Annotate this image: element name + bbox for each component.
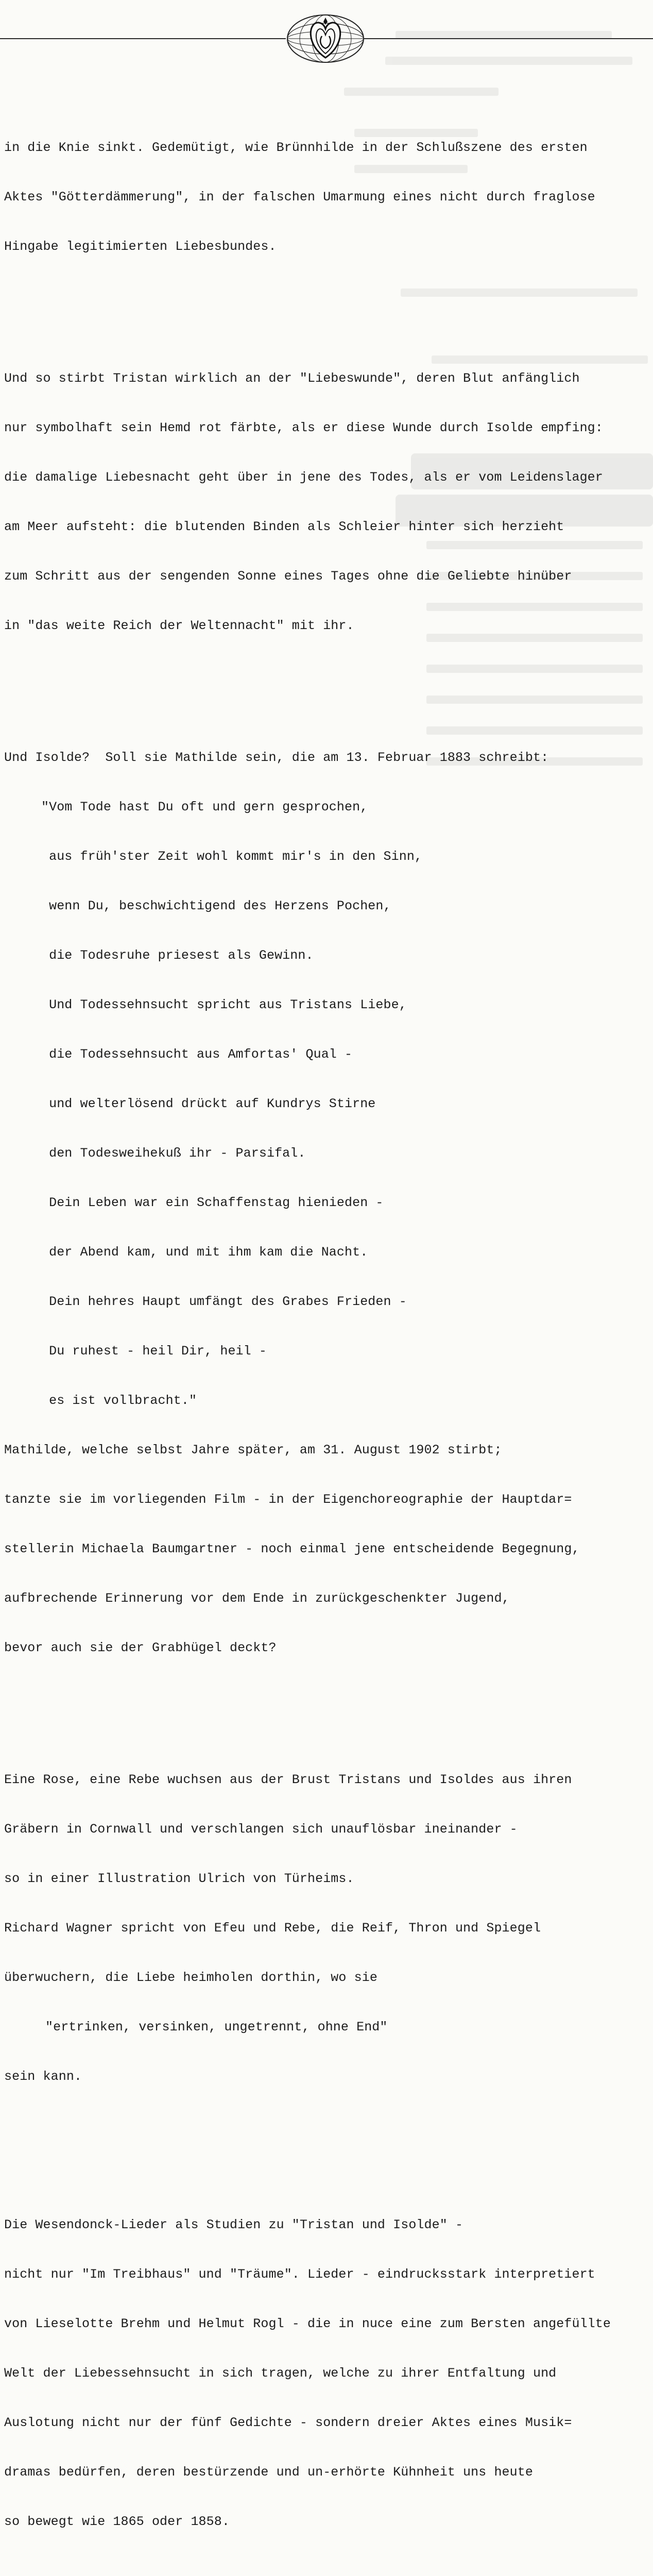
text-line: Hingabe legitimierten Liebesbundes.: [4, 239, 277, 254]
text-line: in "das weite Reich der Weltennacht" mit ihr.: [4, 618, 354, 633]
text-line: so bewegt wie 1865 oder 1858.: [4, 2514, 230, 2529]
text-line: Aktes "Götterdämmerung", in der falschen Umarmung eines nicht durch fraglose: [4, 190, 595, 205]
text-line: in die Knie sinkt. Gedemütigt, wie Brünnhilde in der Schlußszene des ersten: [4, 140, 588, 155]
heart-globe-emblem-icon: [285, 10, 366, 67]
text-line: nur symbolhaft sein Hemd rot färbte, als er diese Wunde durch Isolde empfing:: [4, 420, 603, 435]
poem-line: Du ruhest - heil Dir, heil -: [41, 1344, 267, 1359]
text-line: die damalige Liebesnacht geht über in jene des Todes, als er vom Leidenslager: [4, 470, 603, 485]
text-line: so in einer Illustration Ulrich von Türheims.: [4, 1871, 354, 1886]
header-rule-left: [0, 38, 286, 39]
text-line: zum Schritt aus der sengenden Sonne eines Tages ohne die Geliebte hinüber: [4, 569, 572, 584]
text-line: dramas bedürfen, deren bestürzende und un-erhörte Kühnheit uns heute: [4, 2465, 533, 2480]
poem-line: wenn Du, beschwichtigend des Herzens Pochen,: [41, 899, 391, 913]
poem-line: den Todesweihekuß ihr - Parsifal.: [41, 1146, 306, 1161]
text-line: bevor auch sie der Grabhügel deckt?: [4, 1640, 277, 1655]
text-line: von Lieselotte Brehm und Helmut Rogl - die in nuce eine zum Bersten angefüllte: [4, 2316, 611, 2331]
poem-line: "Vom Tode hast Du oft und gern gesprochen,: [41, 800, 368, 815]
poem-line: Dein hehres Haupt umfängt des Grabes Frieden -: [41, 1294, 407, 1309]
poem-line: es ist vollbracht.": [41, 1393, 197, 1408]
text-line: Die Wesendonck-Lieder als Studien zu "Tristan und Isolde" -: [4, 2217, 463, 2232]
text-line: sein kann.: [4, 2069, 82, 2084]
poem-line: aus früh'ster Zeit wohl kommt mir's in den Sinn,: [41, 849, 423, 864]
text-line: überwuchern, die Liebe heimholen dorthin, wo sie: [4, 1970, 377, 1985]
text-line: tanzte sie im vorliegenden Film - in der Eigenchoreographie der Hauptdar=: [4, 1492, 572, 1507]
text-line: Eine Rose, eine Rebe wuchsen aus der Brust Tristans und Isoldes aus ihren: [4, 1772, 572, 1787]
poem-line: und welterlösend drückt auf Kundrys Stirne: [41, 1096, 376, 1111]
poem-line: der Abend kam, und mit ihm kam die Nacht.: [41, 1245, 368, 1260]
quote-line: "ertrinken, versinken, ungetrennt, ohne End": [45, 2020, 388, 2035]
poem-line: Und Todessehnsucht spricht aus Tristans Liebe,: [41, 997, 407, 1012]
poem-line: die Todessehnsucht aus Amfortas' Qual -: [41, 1047, 353, 1062]
text-line: Richard Wagner spricht von Efeu und Rebe, die Reif, Thron und Spiegel: [4, 1921, 541, 1936]
header-rule-right: [364, 38, 653, 39]
text-line: Welt der Liebessehnsucht in sich tragen, welche zu ihrer Entfaltung und: [4, 2366, 557, 2381]
text-line: Mathilde, welche selbst Jahre später, am 31. August 1902 stirbt;: [4, 1443, 502, 1458]
poem-line: die Todesruhe priesest als Gewinn.: [41, 948, 314, 963]
document-body: [4, 90, 648, 2576]
poem-line: Dein Leben war ein Schaffenstag hienieden -: [41, 1195, 384, 1210]
text-line: Auslotung nicht nur der fünf Gedichte - sondern dreier Aktes eines Musik=: [4, 2415, 572, 2430]
text-line: Und Isolde? Soll sie Mathilde sein, die am 13. Februar 1883 schreibt:: [4, 750, 549, 765]
text-line: am Meer aufsteht: die blutenden Binden als Schleier hinter sich herzieht: [4, 519, 564, 534]
text-line: Gräbern in Cornwall und verschlangen sich unauflösbar ineinander -: [4, 1822, 518, 1837]
text-line: nicht nur "Im Treibhaus" und "Träume". Lieder - eindrucksstark interpretiert: [4, 2267, 595, 2282]
text-line: aufbrechende Erinnerung vor dem Ende in zurückgeschenkter Jugend,: [4, 1591, 510, 1606]
text-line: stellerin Michaela Baumgartner - noch einmal jene entscheidende Begegnung,: [4, 1541, 580, 1556]
text-line: Und so stirbt Tristan wirklich an der "Liebeswunde", deren Blut anfänglich: [4, 371, 580, 386]
